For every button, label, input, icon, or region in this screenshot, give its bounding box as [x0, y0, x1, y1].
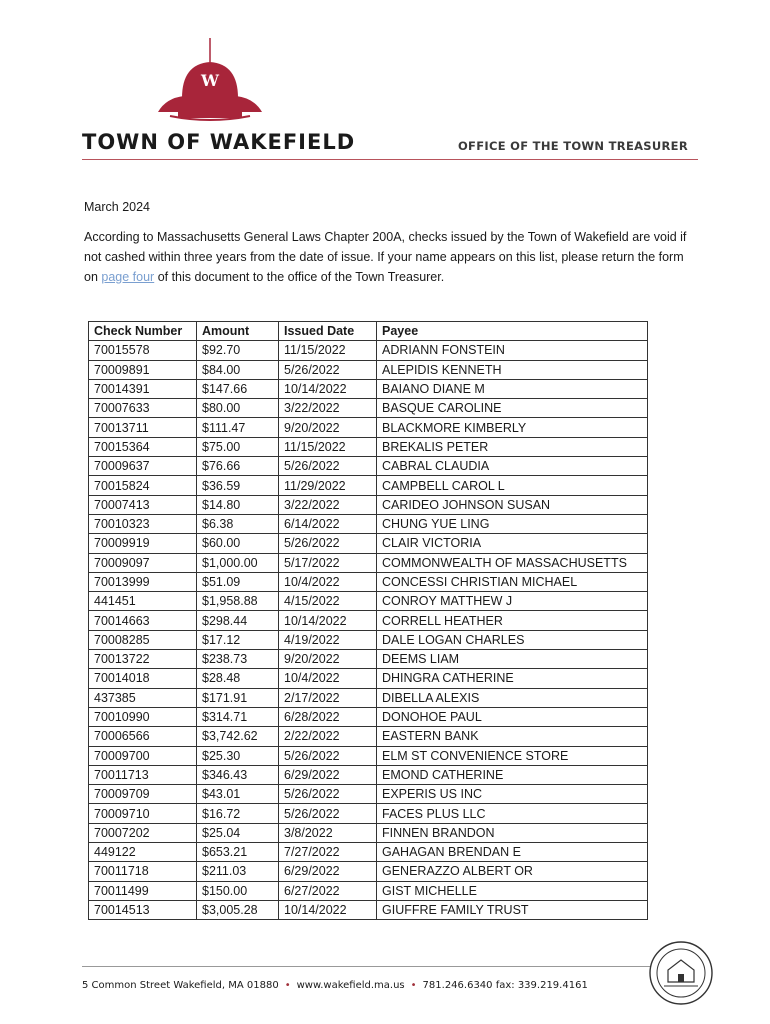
table-row [89, 611, 648, 630]
table-row [89, 341, 648, 360]
payee-cell: EMOND CATHERINE [377, 765, 648, 784]
footer-separator: • [410, 980, 417, 991]
check-number-cell: 441451 [89, 592, 197, 611]
table-row [89, 572, 648, 591]
table-row [89, 379, 648, 398]
issued-date-cell: 5/17/2022 [279, 553, 377, 572]
table-row [89, 360, 648, 379]
issued-date-cell: 5/26/2022 [279, 457, 377, 476]
table-row [89, 843, 648, 862]
payee-cell: CAMPBELL CAROL L [377, 476, 648, 495]
check-number-cell: 449122 [89, 843, 197, 862]
payee-cell: DIBELLA ALEXIS [377, 688, 648, 707]
check-number-cell: 70015824 [89, 476, 197, 495]
amount-cell: $84.00 [197, 360, 279, 379]
footer-phone: 781.246.6340 fax: 339.219.4161 [422, 980, 588, 991]
payee-cell: BLACKMORE KIMBERLY [377, 418, 648, 437]
check-number-cell: 70009919 [89, 534, 197, 553]
col-header-amount: Amount [197, 322, 279, 341]
table-row [89, 707, 648, 726]
office-name: OFFICE OF THE TOWN TREASURER [457, 139, 688, 153]
amount-cell: $28.48 [197, 669, 279, 688]
check-number-cell: 437385 [89, 688, 197, 707]
issued-date-cell: 6/29/2022 [279, 765, 377, 784]
payee-cell: DEEMS LIAM [377, 650, 648, 669]
issued-date-cell: 11/15/2022 [279, 437, 377, 456]
issued-date-cell: 5/26/2022 [279, 534, 377, 553]
check-number-cell: 70006566 [89, 727, 197, 746]
table-row [89, 399, 648, 418]
table-row [89, 476, 648, 495]
payee-cell: CARIDEO JOHNSON SUSAN [377, 495, 648, 514]
issued-date-cell: 5/26/2022 [279, 804, 377, 823]
check-number-cell: 70011713 [89, 765, 197, 784]
footer-website[interactable]: www.wakefield.ma.us [296, 980, 405, 991]
issued-date-cell: 6/28/2022 [279, 707, 377, 726]
check-number-cell: 70013711 [89, 418, 197, 437]
footer-divider [82, 966, 688, 967]
amount-cell: $43.01 [197, 785, 279, 804]
issued-date-cell: 6/27/2022 [279, 881, 377, 900]
issued-date-cell: 6/29/2022 [279, 862, 377, 881]
table-row [89, 592, 648, 611]
intro-paragraph [84, 227, 696, 287]
col-header-payee: Payee [377, 322, 648, 341]
issued-date-cell: 11/29/2022 [279, 476, 377, 495]
payee-cell: GIST MICHELLE [377, 881, 648, 900]
check-number-cell: 70009709 [89, 785, 197, 804]
amount-cell: $92.70 [197, 341, 279, 360]
amount-cell: $211.03 [197, 862, 279, 881]
payee-cell: CONCESSI CHRISTIAN MICHAEL [377, 572, 648, 591]
check-number-cell: 70010990 [89, 707, 197, 726]
table-row [89, 514, 648, 533]
issued-date-cell: 4/19/2022 [279, 630, 377, 649]
table-row [89, 457, 648, 476]
payee-cell: CABRAL CLAUDIA [377, 457, 648, 476]
payee-cell: CHUNG YUE LING [377, 514, 648, 533]
payee-cell: ADRIANN FONSTEIN [377, 341, 648, 360]
issued-date-cell: 10/4/2022 [279, 669, 377, 688]
check-number-cell: 70011718 [89, 862, 197, 881]
check-number-cell: 70009710 [89, 804, 197, 823]
check-number-cell: 70011499 [89, 881, 197, 900]
table-row [89, 669, 648, 688]
check-number-cell: 70009700 [89, 746, 197, 765]
page-four-link[interactable]: page four [101, 270, 155, 284]
issued-date-cell: 5/26/2022 [279, 746, 377, 765]
header-divider [82, 159, 698, 160]
payee-cell: EASTERN BANK [377, 727, 648, 746]
footer-separator: • [284, 980, 291, 991]
payee-cell: DONOHOE PAUL [377, 707, 648, 726]
payee-cell: CLAIR VICTORIA [377, 534, 648, 553]
check-number-cell: 70009637 [89, 457, 197, 476]
table-row [89, 630, 648, 649]
footer-contact [82, 980, 588, 991]
issued-date-cell: 10/4/2022 [279, 572, 377, 591]
issued-date-cell: 3/22/2022 [279, 399, 377, 418]
issued-date-cell: 2/17/2022 [279, 688, 377, 707]
amount-cell: $171.91 [197, 688, 279, 707]
check-number-cell: 70015578 [89, 341, 197, 360]
issued-date-cell: 3/22/2022 [279, 495, 377, 514]
payee-cell: GENERAZZO ALBERT OR [377, 862, 648, 881]
table-row [89, 862, 648, 881]
issued-date-cell: 10/14/2022 [279, 900, 377, 919]
amount-cell: $51.09 [197, 572, 279, 591]
intro-text-end: of this document to the office of the Town Treasurer. [154, 270, 445, 284]
issued-date-cell: 9/20/2022 [279, 418, 377, 437]
table-row [89, 881, 648, 900]
issued-date-cell: 2/22/2022 [279, 727, 377, 746]
check-number-cell: 70014663 [89, 611, 197, 630]
col-header-check-number: Check Number [89, 322, 197, 341]
table-row [89, 650, 648, 669]
issued-date-cell: 9/20/2022 [279, 650, 377, 669]
amount-cell: $36.59 [197, 476, 279, 495]
amount-cell: $150.00 [197, 881, 279, 900]
amount-cell: $1,958.88 [197, 592, 279, 611]
check-number-cell: 70013999 [89, 572, 197, 591]
issued-date-cell: 3/8/2022 [279, 823, 377, 842]
amount-cell: $298.44 [197, 611, 279, 630]
check-number-cell: 70015364 [89, 437, 197, 456]
amount-cell: $25.30 [197, 746, 279, 765]
issued-date-cell: 10/14/2022 [279, 379, 377, 398]
payee-cell: BASQUE CAROLINE [377, 399, 648, 418]
payee-cell: FACES PLUS LLC [377, 804, 648, 823]
check-number-cell: 70010323 [89, 514, 197, 533]
payee-cell: GAHAGAN BRENDAN E [377, 843, 648, 862]
table-row [89, 688, 648, 707]
issued-date-cell: 5/26/2022 [279, 785, 377, 804]
amount-cell: $25.04 [197, 823, 279, 842]
table-row [89, 900, 648, 919]
payee-cell: GIUFFRE FAMILY TRUST [377, 900, 648, 919]
amount-cell: $6.38 [197, 514, 279, 533]
check-number-cell: 70007633 [89, 399, 197, 418]
payee-cell: BREKALIS PETER [377, 437, 648, 456]
table-row [89, 553, 648, 572]
amount-cell: $3,742.62 [197, 727, 279, 746]
amount-cell: $14.80 [197, 495, 279, 514]
table-row [89, 823, 648, 842]
amount-cell: $17.12 [197, 630, 279, 649]
letter-date: March 2024 [84, 200, 151, 214]
table-row [89, 804, 648, 823]
payee-cell: COMMONWEALTH OF MASSACHUSETTS [377, 553, 648, 572]
amount-cell: $653.21 [197, 843, 279, 862]
intro-text-start: According to Massachusetts General Laws Chapter 200A, checks issued by the Town of Wakefield are void if not cashed within three years from the date of issue. If your name appears on this list, please return the form on [84, 230, 687, 284]
issued-date-cell: 11/15/2022 [279, 341, 377, 360]
table-row [89, 765, 648, 784]
table-row [89, 746, 648, 765]
payee-cell: BAIANO DIANE M [377, 379, 648, 398]
town-name: TOWN OF WAKEFIELD [82, 130, 356, 154]
table-row [89, 437, 648, 456]
unclaimed-checks-table [88, 321, 648, 920]
amount-cell: $75.00 [197, 437, 279, 456]
check-number-cell: 70009097 [89, 553, 197, 572]
amount-cell: $238.73 [197, 650, 279, 669]
check-number-cell: 70014391 [89, 379, 197, 398]
issued-date-cell: 4/15/2022 [279, 592, 377, 611]
amount-cell: $60.00 [197, 534, 279, 553]
amount-cell: $147.66 [197, 379, 279, 398]
amount-cell: $76.66 [197, 457, 279, 476]
table-row [89, 785, 648, 804]
table-row [89, 534, 648, 553]
issued-date-cell: 6/14/2022 [279, 514, 377, 533]
col-header-issued-date: Issued Date [279, 322, 377, 341]
payee-cell: DALE LOGAN CHARLES [377, 630, 648, 649]
logo-letter: W [201, 71, 219, 90]
amount-cell: $80.00 [197, 399, 279, 418]
check-number-cell: 70007202 [89, 823, 197, 842]
amount-cell: $314.71 [197, 707, 279, 726]
issued-date-cell: 10/14/2022 [279, 611, 377, 630]
issued-date-cell: 5/26/2022 [279, 360, 377, 379]
check-number-cell: 70014513 [89, 900, 197, 919]
amount-cell: $346.43 [197, 765, 279, 784]
town-seal-icon [648, 940, 714, 1006]
table-body [89, 341, 648, 920]
footer-address: 5 Common Street Wakefield, MA 01880 [82, 980, 279, 991]
payee-cell: ALEPIDIS KENNETH [377, 360, 648, 379]
payee-cell: CONROY MATTHEW J [377, 592, 648, 611]
amount-cell: $111.47 [197, 418, 279, 437]
table-row [89, 418, 648, 437]
table-row [89, 727, 648, 746]
amount-cell: $16.72 [197, 804, 279, 823]
amount-cell: $1,000.00 [197, 553, 279, 572]
check-number-cell: 70014018 [89, 669, 197, 688]
amount-cell: $3,005.28 [197, 900, 279, 919]
payee-cell: FINNEN BRANDON [377, 823, 648, 842]
check-number-cell: 70008285 [89, 630, 197, 649]
issued-date-cell: 7/27/2022 [279, 843, 377, 862]
payee-cell: CORRELL HEATHER [377, 611, 648, 630]
check-number-cell: 70007413 [89, 495, 197, 514]
table-header-row [89, 322, 648, 341]
table-row [89, 495, 648, 514]
payee-cell: EXPERIS US INC [377, 785, 648, 804]
check-number-cell: 70009891 [89, 360, 197, 379]
check-number-cell: 70013722 [89, 650, 197, 669]
payee-cell: DHINGRA CATHERINE [377, 669, 648, 688]
payee-cell: ELM ST CONVENIENCE STORE [377, 746, 648, 765]
town-logo [150, 36, 270, 126]
